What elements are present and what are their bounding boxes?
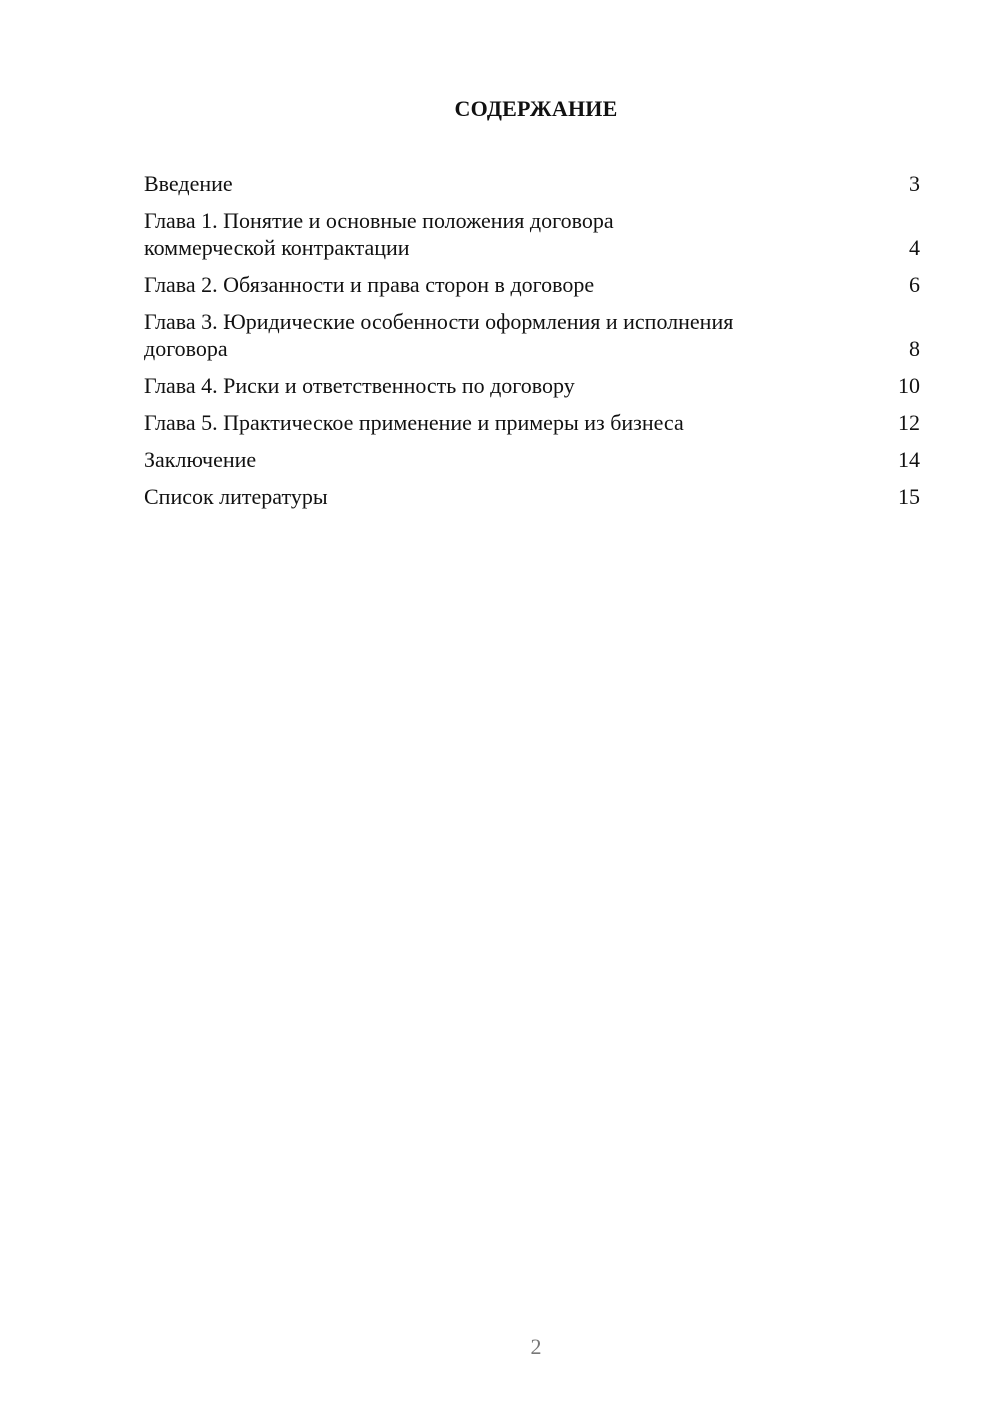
toc-entry-text-line: договора [144, 336, 228, 361]
toc-entry-chapter-2 [144, 271, 920, 298]
toc-entry-text-line: Глава 3. Юридические особенности оформления и исполнения [144, 309, 734, 334]
toc-entry-chapter-3 [144, 308, 920, 362]
table-of-contents [144, 170, 920, 520]
toc-entry-text-line: коммерческой контрактации [144, 235, 410, 260]
toc-entry-page: 4 [909, 235, 920, 260]
toc-entry-text: Список литературы [144, 484, 328, 509]
toc-entry-page: 15 [898, 484, 920, 509]
toc-entry-page: 10 [898, 373, 920, 398]
toc-entry-bibliography [144, 483, 920, 510]
toc-entry-introduction [144, 170, 920, 197]
toc-entry-text [144, 308, 890, 362]
toc-entry-text-line: Глава 1. Понятие и основные положения договора [144, 208, 614, 233]
toc-entry-page: 14 [898, 447, 920, 472]
toc-entry-chapter-5 [144, 409, 920, 436]
toc-entry-page: 12 [898, 410, 920, 435]
toc-entry-text: Глава 2. Обязанности и права сторон в договоре [144, 272, 595, 297]
toc-entry-text: Заключение [144, 447, 257, 472]
toc-entry-text: Глава 4. Риски и ответственность по договору [144, 373, 575, 398]
page-number: 2 [530, 1334, 542, 1359]
toc-entry-chapter-4 [144, 372, 920, 399]
toc-entry-text [144, 207, 890, 261]
toc-entry-chapter-1 [144, 207, 920, 261]
toc-entry-page: 8 [909, 336, 920, 361]
toc-entry-text: Глава 5. Практическое применение и примеры из бизнеса [144, 410, 684, 435]
toc-entry-text: Введение [144, 171, 233, 196]
toc-title: СОДЕРЖАНИЕ [454, 96, 618, 121]
toc-entry-page: 3 [909, 171, 920, 196]
toc-entry-page: 6 [909, 272, 920, 297]
toc-entry-conclusion [144, 446, 920, 473]
